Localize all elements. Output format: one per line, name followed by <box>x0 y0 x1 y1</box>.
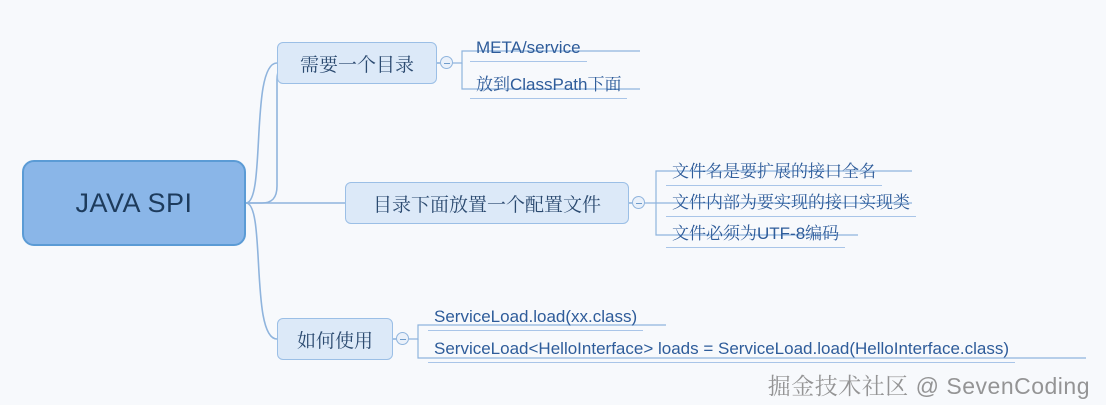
mindmap-leaf-2-2[interactable]: 文件内部为要实现的接口实现类 <box>666 186 916 217</box>
collapse-toggle-branch-2[interactable] <box>632 196 645 209</box>
watermark-text: 掘金技术社区 @ SevenCoding <box>767 373 1090 399</box>
collapse-toggle-branch-1[interactable] <box>440 56 453 69</box>
mindmap-leaf-1-2[interactable]: 放到ClassPath下面 <box>470 68 627 99</box>
mindmap-branch-node-1[interactable] <box>277 42 437 84</box>
collapse-toggle-branch-3[interactable] <box>396 332 409 345</box>
mindmap-branch-node-2[interactable] <box>345 182 629 224</box>
mindmap-branch-label-2: 目录下面放置一个配置文件 <box>372 194 601 216</box>
mindmap-leaf-3-2[interactable]: ServiceLoad<HelloInterface> loads = ServiceLoad.load(HelloInterface.class) <box>428 337 1015 363</box>
mindmap-branch-label-3: 如何使用 <box>296 330 373 352</box>
mindmap-leaf-2-3[interactable]: 文件必须为UTF-8编码 <box>666 217 845 248</box>
mindmap-leaf-1-1[interactable]: META/service <box>470 36 587 62</box>
mindmap-branch-node-3[interactable] <box>277 318 393 360</box>
mindmap-leaf-3-1[interactable]: ServiceLoad.load(xx.class) <box>428 305 643 331</box>
mindmap-leaf-2-1[interactable]: 文件名是要扩展的接口全名 <box>666 155 882 186</box>
mindmap-root-label: JAVA SPI <box>75 187 193 218</box>
mindmap-root-node[interactable] <box>22 160 246 246</box>
mindmap-branch-label-1: 需要一个目录 <box>299 54 414 76</box>
